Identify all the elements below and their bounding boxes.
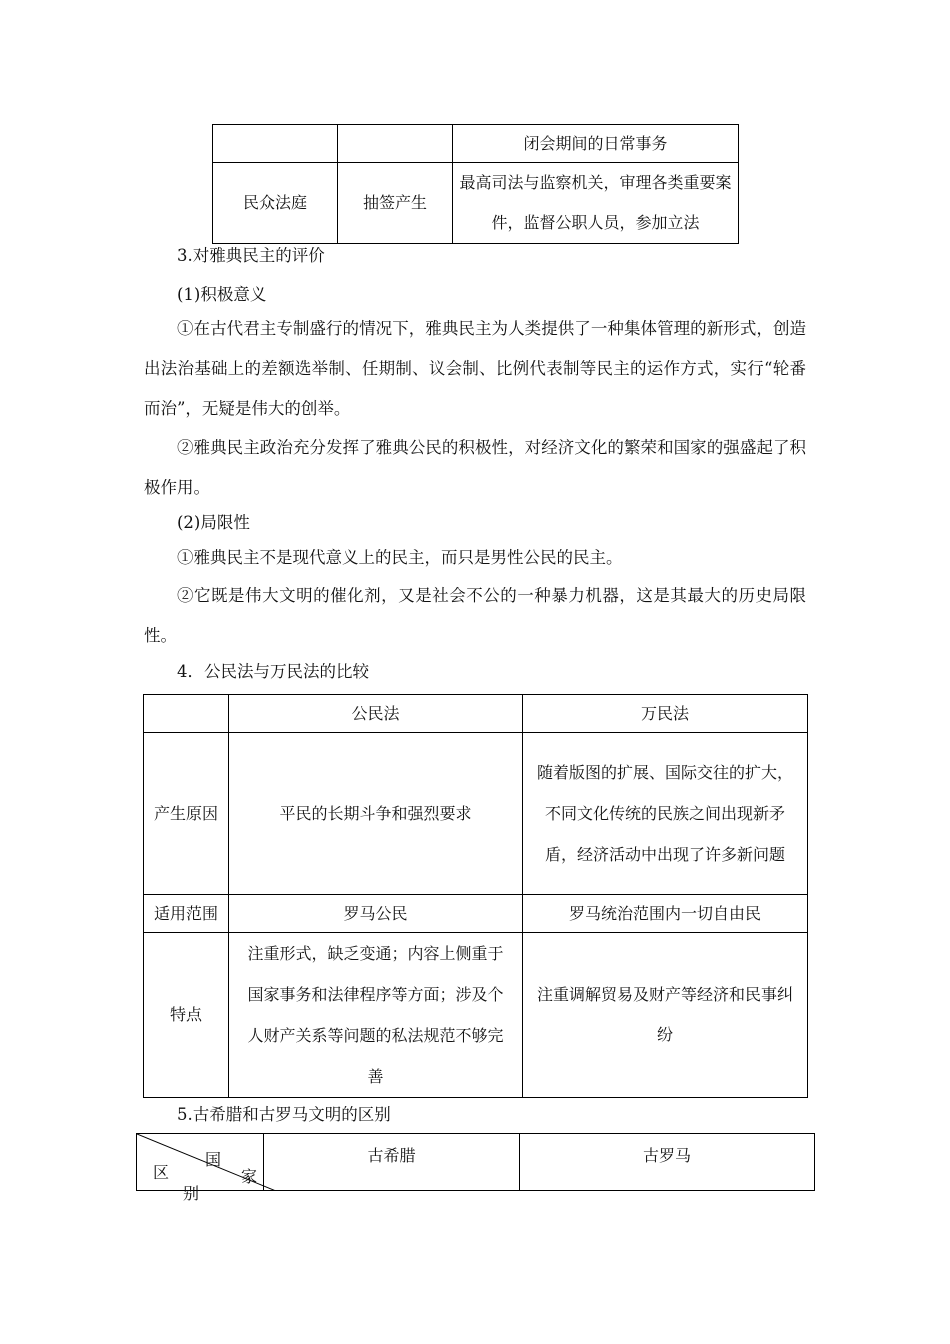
table-cell: 抽签产生 <box>338 163 453 244</box>
table-row-label: 适用范围 <box>144 895 229 933</box>
corner-label: 区 <box>153 1163 170 1182</box>
corner-label: 别 <box>183 1184 200 1203</box>
table-cell: 注重调解贸易及财产等经济和民事纠纷 <box>523 933 808 1098</box>
paragraph: ①在古代君主专制盛行的情况下，雅典民主为人类提供了一种集体管理的新形式，创造出法治基础上的差额选举制、任期制、议会制、比例代表制等民主的运作方式，实行“轮番而治”，无疑是伟大的创举。 <box>144 319 806 418</box>
law-comparison-table <box>143 694 808 1098</box>
table-cell: 注重形式，缺乏变通；内容上侧重于国家事务和法律程序等方面；涉及个人财产关系等问题的私法规范不够完善 <box>229 933 523 1098</box>
table-cell: 罗马统治范围内一切自由民 <box>523 895 808 933</box>
section-heading: 4．公民法与万民法的比较 <box>177 662 369 681</box>
table-cell: 最高司法与监察机关，审理各类重要案件，监督公职人员，参加立法 <box>453 163 739 244</box>
table-cell: 罗马公民 <box>229 895 523 933</box>
greece-rome-table <box>136 1133 815 1203</box>
corner-label: 家 <box>241 1167 258 1186</box>
table-cell: 民众法庭 <box>213 163 338 244</box>
table-cell: 随着版图的扩展、国际交往的扩大，不同文化传统的民族之间出现新矛盾，经济活动中出现了许多新问题 <box>523 733 808 895</box>
athens-institutions-table <box>212 124 739 244</box>
subsection-heading: (1)积极意义 <box>177 285 267 304</box>
table-header-cell: 古希腊 <box>264 1134 520 1191</box>
table-cell: 闭会期间的日常事务 <box>453 125 739 163</box>
table-cell: 平民的长期斗争和强烈要求 <box>229 733 523 895</box>
paragraph: ②雅典民主政治充分发挥了雅典公民的积极性，对经济文化的繁荣和国家的强盛起了积极作用。 <box>144 438 806 497</box>
table-cell <box>213 125 338 163</box>
corner-label: 国 <box>205 1150 222 1169</box>
table-row-label: 特点 <box>144 933 229 1098</box>
paragraph: ①雅典民主不是现代意义上的民主，而只是男性公民的民主。 <box>177 548 623 567</box>
table-header-cell <box>144 695 229 733</box>
table-header-cell: 公民法 <box>229 695 523 733</box>
section-heading: 3.对雅典民主的评价 <box>177 246 325 265</box>
section-heading: 5.古希腊和古罗马文明的区别 <box>177 1105 391 1124</box>
table-header-cell: 古罗马 <box>520 1134 815 1191</box>
paragraph: ②它既是伟大文明的催化剂，又是社会不公的一种暴力机器，这是其最大的历史局限性。 <box>144 586 806 645</box>
table-row-label: 产生原因 <box>144 733 229 895</box>
table-cell <box>338 125 453 163</box>
table-header-cell: 万民法 <box>523 695 808 733</box>
subsection-heading: (2)局限性 <box>177 513 250 532</box>
diagonal-header-cell <box>137 1134 264 1203</box>
